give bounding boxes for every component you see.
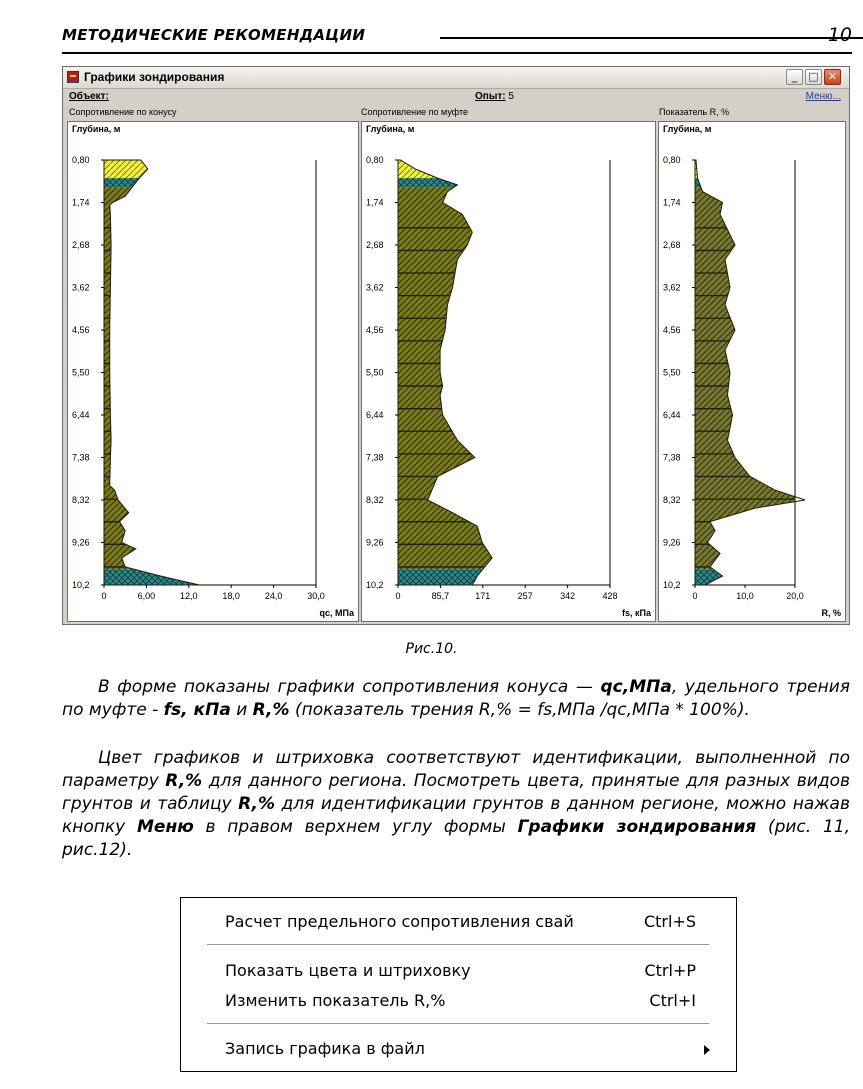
y-tick-label: 10,2 [366,580,384,590]
x-tick-label: 20,0 [786,591,804,601]
p1-bold-3: R,% [252,700,290,720]
menu-item-shortcut: Ctrl+I [649,991,696,1010]
y-tick-label: 5,50 [72,367,90,378]
p2-bold-1: R,% [165,771,203,791]
close-button[interactable]: ✕ [824,69,841,85]
p1-text-2: , удельного трения по муфте - [62,677,850,720]
minimize-button[interactable]: _ [786,69,803,85]
panel-label-ratio: Показатель R, % [659,107,730,117]
header-title: МЕТОДИЧЕСКИЕ РЕКОМЕНДАЦИИ [62,26,366,44]
p1-bold-2: fs, кПа [163,700,231,720]
window-title: Графики зондирования [84,70,225,84]
x-tick-label: 85,7 [431,591,450,601]
y-tick-label: 6,44 [366,410,384,420]
y-tick-label: 5,50 [366,367,384,378]
p1-text-1: В форме показаны графики сопротивления конуса — [98,677,601,697]
chart-panel-ratio [658,121,846,622]
y-tick-label: 8,32 [663,495,681,505]
x-tick-label: 0 [395,591,401,601]
panel-label-sleeve: Сопротивление по муфте [361,107,468,117]
p2-bold-3: Меню [137,817,194,837]
y-tick-label: 1,74 [72,197,90,208]
menu-item-change-ratio[interactable] [181,989,736,1015]
y-tick-label: 3,62 [366,282,384,293]
figure-caption: Рис.10. [405,641,458,657]
page-number: 10 [827,24,852,46]
menu-item-pile-calc[interactable] [181,910,736,936]
y-tick-label: 7,38 [72,452,90,463]
y-tick-label: 4,56 [366,325,384,335]
p2-text-2: для данного региона. Посмотреть цвета, принятые для разных видов грунтов и таблицу [62,771,850,814]
y-tick-label: 5,50 [663,367,681,378]
submenu-arrow-icon [704,1045,710,1055]
axis-title: Глубина, м [366,124,415,134]
x-tick-label: 0 [692,591,698,601]
menu-item-label: Изменить показатель R,% [225,991,446,1010]
x-tick-label: 24,0 [264,591,283,601]
x-tick-label: 30,0 [307,591,325,601]
p1-bold-1: qc,МПа [600,677,672,697]
x-tick-label: 428 [602,591,618,601]
y-tick-label: 2,68 [663,240,681,250]
y-tick-label: 10,2 [663,580,681,590]
x-tick-label: 257 [517,591,533,601]
page-header [62,22,852,52]
menu-separator [207,1023,709,1024]
x-tick-label: 12,0 [180,591,198,601]
y-tick-label: 0,80 [72,155,90,165]
axis-unit: R, % [821,608,841,618]
x-tick-label: 342 [560,591,576,601]
y-tick-label: 2,68 [366,240,384,250]
p1-text-3: и [230,700,253,720]
y-tick-label: 2,68 [72,240,90,250]
y-tick-label: 9,26 [72,537,90,548]
context-menu [180,897,737,1072]
x-tick-label: 0 [101,591,107,601]
object-label: Объект: [69,91,109,102]
paragraph-2 [62,747,850,862]
axis-unit: fs, кПа [622,608,651,618]
x-tick-label: 10,0 [736,591,754,601]
y-tick-label: 4,56 [72,325,90,335]
y-tick-label: 6,44 [72,410,90,420]
p2-bold-2: R,% [238,794,276,814]
chart-panel-sleeve [361,121,656,622]
x-tick-label: 6,00 [137,591,156,601]
info-bar [63,89,849,105]
menu-item-label: Запись графика в файл [225,1039,425,1058]
paragraph-1 [62,676,850,722]
y-tick-label: 1,74 [366,197,384,208]
x-tick-label: 18,0 [222,591,240,601]
y-tick-label: 0,80 [366,155,384,165]
chart-svg [659,122,847,623]
y-tick-label: 9,26 [663,537,681,548]
p1-text-4: (показатель трения R,% = fs,МПа /qc,МПа * 100%). [289,700,750,720]
experiment-value: 5 [508,91,514,102]
sounding-charts-window [62,66,850,625]
y-tick-label: 10,2 [72,580,90,590]
profile-fill [104,160,316,585]
panel-label-cone: Сопротивление по конусу [69,107,177,117]
menu-separator [207,944,709,945]
chart-svg [68,122,360,623]
y-tick-label: 4,56 [663,325,681,335]
menu-item-show-colors[interactable] [181,959,736,985]
menu-item-shortcut: Ctrl+P [644,961,696,980]
axis-title: Глубина, м [663,124,712,134]
y-tick-label: 3,62 [72,282,90,293]
y-tick-label: 3,62 [663,282,681,293]
axis-unit: qc, МПа [319,608,354,618]
p2-text-3: для идентификации грунтов в данном регионе, можно нажав кнопку [62,794,850,837]
menu-link[interactable]: Меню... [805,91,841,102]
y-tick-label: 9,26 [366,537,384,548]
y-tick-label: 7,38 [366,452,384,463]
y-tick-label: 6,44 [663,410,681,420]
p2-text-4: в правом верхнем углу формы [193,817,518,837]
menu-item-label: Расчет предельного сопротивления свай [225,912,574,931]
experiment-label: Опыт: [475,91,506,102]
app-icon [67,71,79,83]
window-titlebar[interactable] [63,67,849,89]
y-tick-label: 1,74 [663,197,681,208]
x-tick-label: 171 [475,591,491,601]
y-tick-label: 0,80 [663,155,681,165]
p2-text-1: Цвет графиков и штриховка соответствуют идентификации, выполненной по параметру [62,748,850,791]
p2-bold-4: Графики зондирования [517,817,757,837]
chart-svg [362,122,657,623]
profile-fill [398,160,610,585]
y-tick-label: 8,32 [72,495,90,505]
header-rule [62,52,852,54]
y-tick-label: 8,32 [366,495,384,505]
menu-item-label: Показать цвета и штриховку [225,961,471,980]
p2-text-5: (рис. 11, рис.12). [62,817,850,860]
chart-panel-cone [67,121,359,622]
experiment-info [475,91,514,102]
menu-item-save-chart[interactable] [181,1037,736,1063]
axis-title: Глубина, м [72,124,121,134]
header-line [440,37,863,39]
y-tick-label: 7,38 [663,452,681,463]
menu-item-shortcut: Ctrl+S [643,912,696,931]
maximize-button[interactable]: □ [805,69,822,85]
